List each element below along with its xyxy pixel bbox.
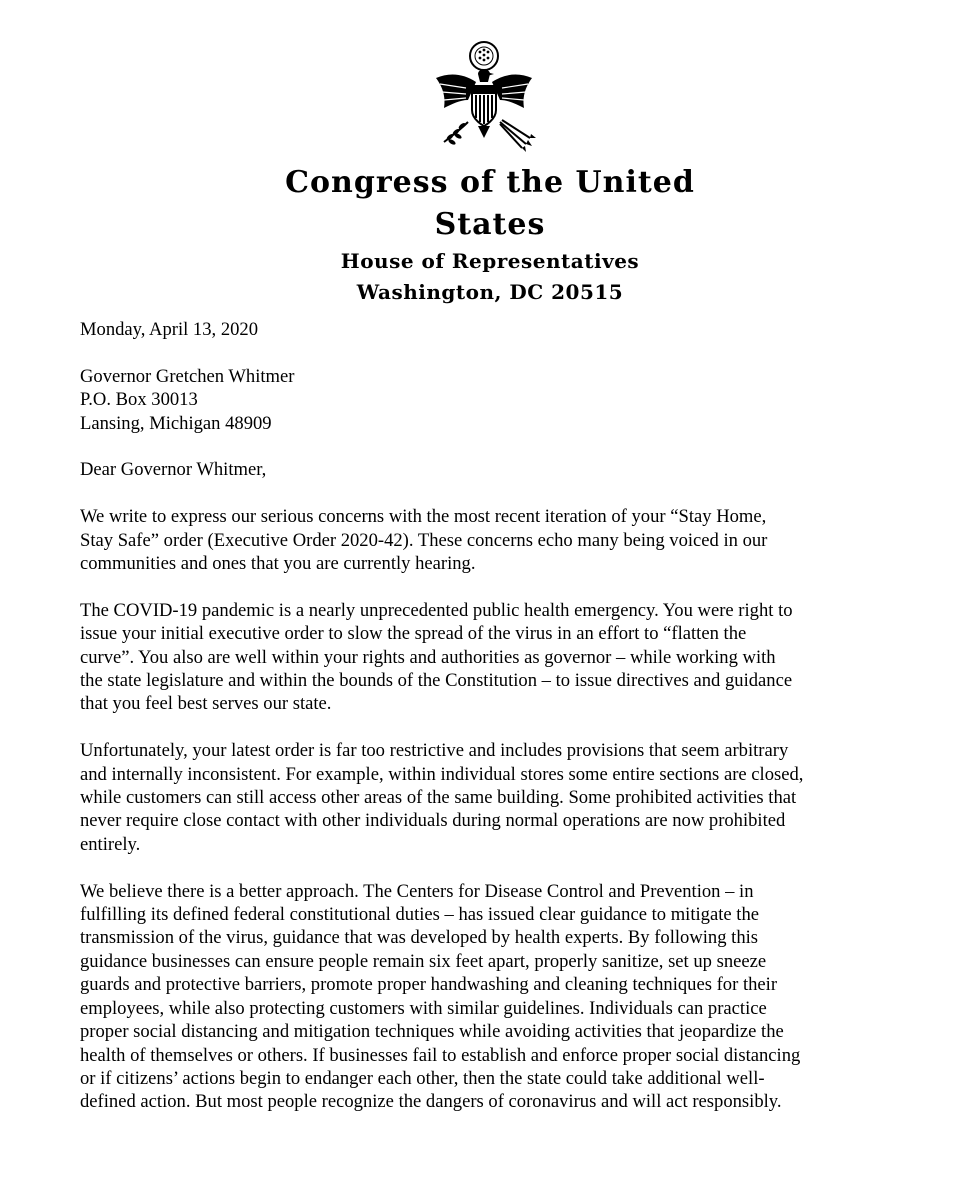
letter-body [80,318,910,1137]
letterhead-city: Washington, DC 20515 [356,280,624,304]
recipient-name: Governor Gretchen Whitmer [80,365,295,387]
paragraph-3: Unfortunately, your latest order is far too restrictive and includes provisions that seem arbitrary and internally inconsistent. For example, within individual stores some entire sections are closed, while customers can still access other areas of the same building. Some prohibited activities that never require close contact with other individuals during normal operations are now prohibited entirely. [80,740,804,855]
paragraph-4: We believe there is a better approach. The Centers for Disease Control and Prevention – in fulfilling its defined federal constitutional duties – has issued clear guidance to mitigate the transmission of the virus, guidance that was developed by health experts. By following this guidance businesses can ensure people remain six feet apart, properly sanitize, set up sneeze guards and protective barriers, promote proper handwashing and cleaning techniques for their employees, while also protecting customers with similar guidelines. Individuals can practice proper social distancing and mitigation techniques while avoiding activities that jeopardize the health of themselves or others. If businesses fail to establish and enforce proper social distancing or if citizens’ actions begin to endanger each other, then the state could take additional well- defined action. But most people recognize the dangers of coronavirus and will act responsibly. [80,880,801,1113]
paragraph-1: We write to express our serious concerns with the most recent iteration of your “Stay Home, Stay Safe” order (Executive Order 2020-42). These concerns echo many being voiced in our communities and ones that you are currently hearing. [80,506,768,575]
letterhead-house: House of Representatives [340,249,640,273]
recipient-address-line2: Lansing, Michigan 48909 [80,412,272,434]
recipient-address-line1: P.O. Box 30013 [80,389,198,411]
salutation: Dear Governor Whitmer, [80,459,267,481]
letter-date: Monday, April 13, 2020 [80,319,259,340]
letterhead [240,162,740,308]
letterhead-congress: Congress of the United States [285,165,695,242]
great-seal-eagle-icon [428,38,540,154]
recipient-address [80,365,910,435]
paragraph-2: The COVID-19 pandemic is a nearly unprecedented public health emergency. You were right to issue your initial executive order to slow the spread of the virus in an effort to “flatten the curve”. You also are well within your rights and authorities as governor – while working with the state legislature and within the bounds of the Constitution – to issue directives and guidance that you feel best serves our state. [80,599,793,715]
